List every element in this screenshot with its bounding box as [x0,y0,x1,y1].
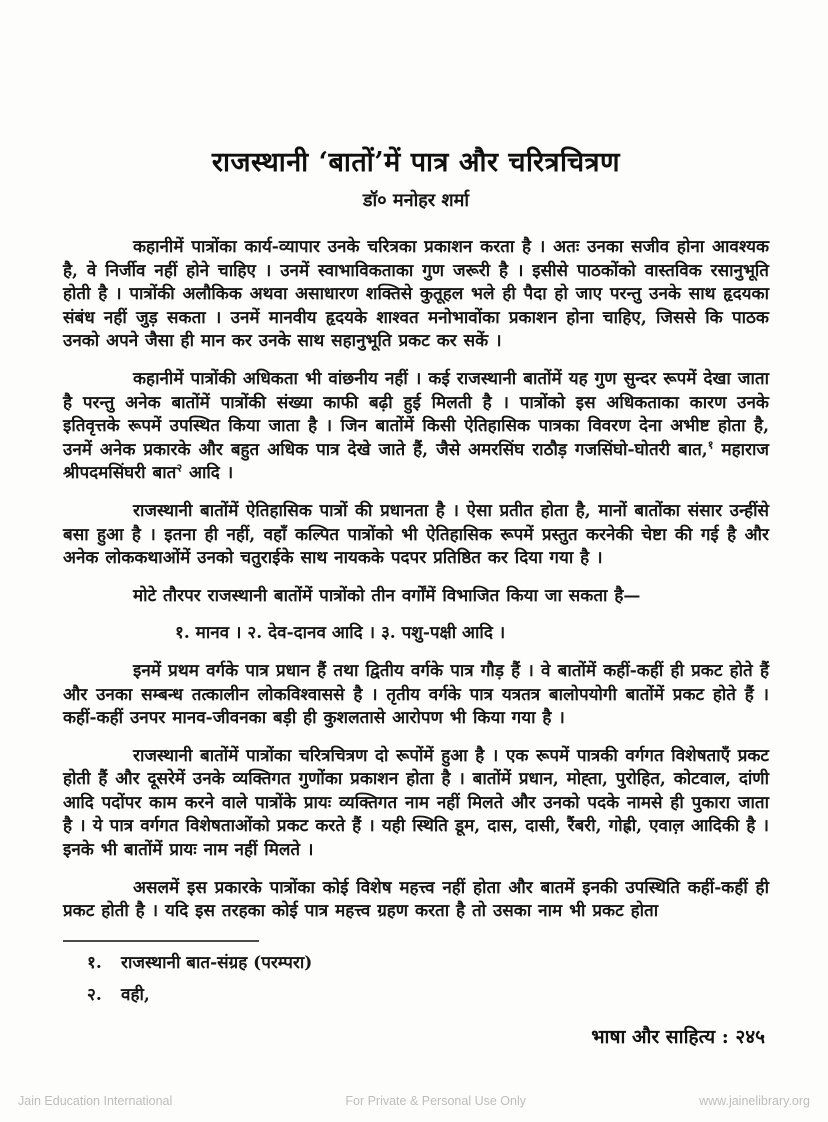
watermark-left: Jain Education International [18,1094,173,1108]
paragraph-text: कहानीमें पात्रोंकी अधिकता भी वांछनीय नहीं । कई राजस्थानी बातोंमें यह गुण सुन्दर रूपमें देखा जाता है परन्तु अनेक बातोंमें पात्रोंकी संख्या काफी बढ़ी हुई मिलती है । पात्रोंको इस अधिकताका कारण उनके इतिवृत्तके रूपमें उपस्थित किया जाता है । जिन बातोंमें किसी ऐतिहासिक पात्रका विवरण देना अभीष्ट होता है, उनमें अनेक प्रकारके और बहुत अधिक पात्र देखे जाते हैं, जैसे अमरसिंघ राठौड़ गजसिंघो-घोतरी बात, [63,368,769,460]
watermark-center: For Private & Personal Use Only [345,1094,526,1108]
footnote-item [63,984,769,1007]
paragraph-text: महाराज श्रीपदमसिंघरी बात [63,439,770,484]
page-title: राजस्थानी ‘बातों’में पात्र और चरित्रचित्रण [211,147,621,178]
paragraph: राजस्थानी बातोंमें ऐतिहासिक पात्रों की प्रधानता है । ऐसा प्रतीत होता है, मानों बातोंका संसार उन्हींसे बसा हुआ है । इतना ही नहीं, वहाँ कल्पित पात्रोंको भी ऐतिहासिक रूपमें प्रस्तुत करनेकी चेष्टा की गई है और अनेक लोककथाओंमें उनको चतुराईके साथ नायकके पदपर प्रतिष्ठित कर दिया गया है । [63,500,769,569]
paragraph: इनमें प्रथम वर्गके पात्र प्रधान हैं तथा द्वितीय वर्गके पात्र गौड़ हैं । वे बातोंमें कहीं-कहीं ही प्रकट होते हैं और उनका सम्बन्ध तत्कालीन लोकविश्वाससे है । तृतीय वर्गके पात्र यत्रतत्र बालोपयोगी बातोंमें प्रकट होते हैं । कहीं-कहीं उनपर मानव-जीवनका बड़ी ही कुशलतासे आरोपण भी किया गया है । [63,660,769,729]
paragraph: राजस्थानी बातोंमें पात्रोंका चरित्रचित्रण दो रूपोंमें हुआ है । एक रूपमें पात्रकी वर्गगत विशेषताएँ प्रकट होती हैं और दूसरेमें उनके व्यक्तिगत गुणोंका प्रकाशन होता है । बातोंमें प्रधान, मोह्ता, पुरोहित, कोटवाल, दांणी आदि पदोंपर काम करने वाले पात्रोंके प्रायः व्यक्तिगत नाम नहीं मिलते और उनको पदके नामसे ही पुकारा जाता है । ये पात्र वर्गगत विशेषताओंको प्रकट करते हैं । यही स्थिति डूम, दास, दासी, रैंबरी, गोह्री, एवाल़ आदिकी है । इनके भी बातोंमें प्रायः नाम नहीं मिलते । [63,745,769,861]
footnote-number: २. [87,984,102,1005]
paragraph: कहानीमें पात्रोंका कार्य-व्यापार उनके चरित्रका प्रकाशन करता है । अतः उनका सजीव होना आवश्यक है, वे निर्जीव नहीं होने चाहिए । उनमें स्वाभाविकताका गुण जरूरी है । इसीसे पाठकोंको वास्तविक रसानुभूति होती है । पात्रोंकी अलौकिक अथवा असाधारण शक्तिसे कुतूहल भले ही पैदा हो जाए परन्तु उनके साथ हृदयका संबंध नहीं जुड़ सकता । उनमें मानवीय हृदयके शाश्वत मनोभावोंका प्रकाशन होना चाहिए, जिससे कि पाठक उनको अपने जैसा ही मान कर उनके साथ सहानुभूति प्रकट कर सकें । [63,237,769,352]
paragraph-text: आदि । [182,463,234,484]
footnote-divider [63,940,259,942]
journal-page-number: भाषा और साहित्य : २४५ [591,1025,765,1048]
footnote-text: वही, [121,984,150,1005]
footnote-number: १. [87,952,102,973]
author-name: डॉ० मनोहर शर्मा [362,190,470,211]
footnote-marker: २ [176,461,183,475]
paragraph: मोटे तौरपर राजस्थानी बातोंमें पात्रोंको तीन वर्गोंमें विभाजित किया जा सकता है— [133,585,641,606]
footnote-text: राजस्थानी बात-संग्रह (परम्परा) [121,952,313,973]
scan-watermark-bar [0,1094,828,1108]
watermark-url: www.jainelibrary.org [699,1094,810,1108]
footnote-item [63,952,769,975]
footnote-marker: १ [707,438,714,452]
paragraph: असलमें इस प्रकारके पात्रोंका कोई विशेष महत्त्व नहीं होता और बातमें इनकी उपस्थिति कहीं-कहीं ही प्रकट होती है । यदि इस तरहका कोई पात्र महत्त्व ग्रहण करता है तो उसका नाम भी प्रकट होता [63,877,769,922]
paragraph [63,368,769,486]
classification-list-line: १. मानव । २. देव-दानव आदि । ३. पशु-पक्षी आदि । [175,623,506,644]
document-content [63,142,769,1049]
